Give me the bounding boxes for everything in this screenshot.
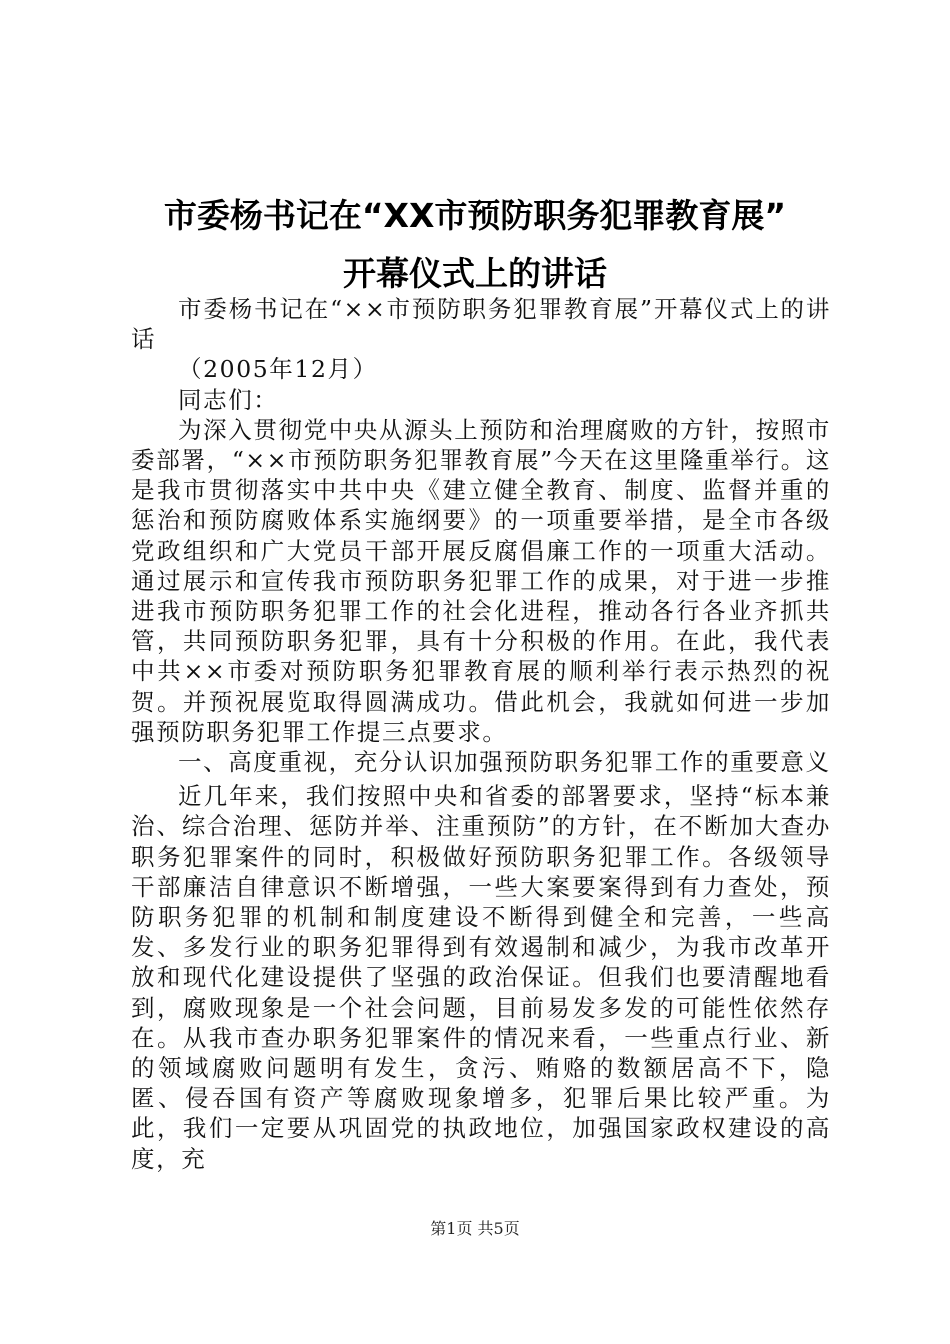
section-heading-1: 一、高度重视，充分认识加强预防职务犯罪工作的重要意义 [178,748,831,777]
salutation-paragraph: 同志们： [178,385,279,414]
date-paragraph: （2005年12月） [178,355,378,384]
body-paragraph: 近几年来，我们按照中央和省委的部署要求，坚持“标本兼治、综合治理、惩防并举、注重预防”的方针，在不断加大查办职务犯罪案件的同时，积极做好预防职务犯罪工作。各级领导干部廉洁自律意识不断增强，一些大案要案得到有力查处，预防职务犯罪的机制和制度建设不断得到健全和完善，一些高发、多发行业的职务犯罪得到有效遏制和减少，为我市改革开放和现代化建设提供了坚强的政治保证。但我们也要清醒地看到，腐败现象是一个社会问题，目前易发多发的可能性依然存在。从我市查办职务犯罪案件的情况来看，一些重点行业、新的领域腐败问题明有发生，贪污、贿赂的数额居高不下，隐匿、侵吞国有资产等腐败现象增多，犯罪后果比较严重。为此，我们一定要从巩固党的执政地位，加强国家政权建设的高度，充 [131,782,831,1173]
intro-paragraph: 为深入贯彻党中央从源头上预防和治理腐败的方针，按照市委部署，“××市预防职务犯罪教育展”今天在这里隆重举行。这是我市贯彻落实中共中央《建立健全教育、制度、监督并重的惩治和预防腐败体系实施纲要》的一项重要举措，是全市各级党政组织和广大党员干部开展反腐倡廉工作的一项重大活动。通过展示和宣传我市预防职务犯罪工作的成果，对于进一步推进我市预防职务犯罪工作的社会化进程，推动各行各业齐抓共管，共同预防职务犯罪，具有十分积极的作用。在此，我代表中共××市委对预防职务犯罪教育展的顺利举行表示热烈的祝贺。并预祝展览取得圆满成功。借此机会，我就如何进一步加强预防职务犯罪工作提三点要求。 [131,415,831,746]
subtitle-paragraph: 市委杨书记在“××市预防职务犯罪教育展”开幕仪式上的讲话 [131,295,831,354]
document-title-line-2: 开幕仪式上的讲话 [343,254,607,293]
document-title-line-1: 市委杨书记在“XX市预防职务犯罪教育展” [163,196,787,235]
page-footer: 第1页 共5页 [430,1219,520,1238]
document-body [131,294,831,1174]
